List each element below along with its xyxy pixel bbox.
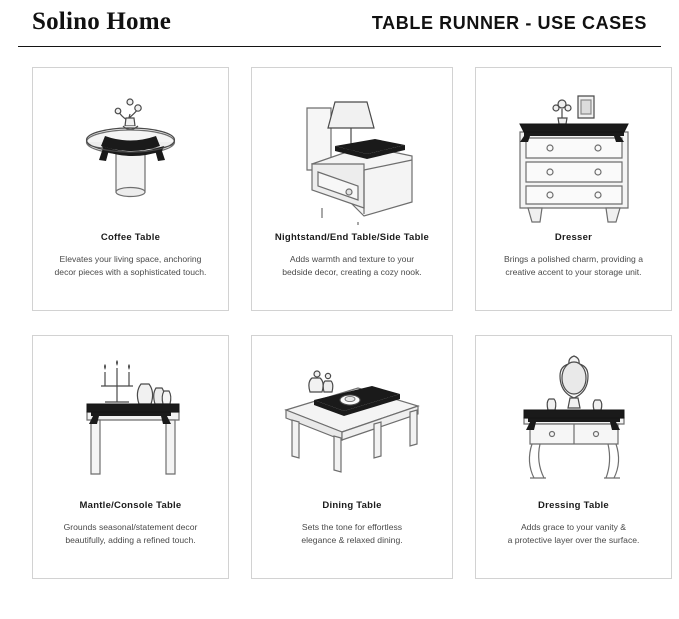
card-desc-line1: Sets the tone for effortless xyxy=(301,521,403,532)
card-title: Dining Table xyxy=(322,499,382,511)
card-desc-line2: bedside decor, creating a cozy nook. xyxy=(282,266,422,277)
card-title: Nightstand/End Table/Side Table xyxy=(274,231,430,243)
card-desc-line1: Elevates your living space, anchoring xyxy=(59,253,202,264)
card-title: Dressing Table xyxy=(538,499,609,511)
card-title: Dresser xyxy=(554,231,593,243)
use-case-card-console-table xyxy=(32,335,229,579)
page-title: TABLE RUNNER - USE CASES xyxy=(371,12,647,33)
card-desc-line2: beautifully, adding a refined touch. xyxy=(65,534,196,545)
card-desc-line2: creative accent to your storage unit. xyxy=(505,266,642,277)
dining-table-illustration xyxy=(262,346,442,496)
use-case-card-dressing-table xyxy=(475,335,672,579)
nightstand-illustration xyxy=(262,78,442,228)
card-title: Mantle/Console Table xyxy=(79,499,182,511)
card-description xyxy=(58,521,204,548)
page-header xyxy=(18,0,661,47)
use-case-card-nightstand xyxy=(251,67,453,311)
coffee-table-illustration xyxy=(43,78,218,228)
card-desc-line2: elegance & relaxed dining. xyxy=(301,534,403,545)
dressing-table-illustration xyxy=(486,346,661,496)
use-case-grid xyxy=(18,47,661,579)
card-description xyxy=(502,521,646,548)
card-desc-line1: Adds grace to your vanity & xyxy=(520,521,627,532)
card-desc-line1: Brings a polished charm, providing a xyxy=(503,253,643,264)
card-desc-line1: Grounds seasonal/statement decor xyxy=(63,521,198,532)
dresser-illustration xyxy=(486,78,661,228)
card-description xyxy=(498,253,649,280)
card-title: Coffee Table xyxy=(100,231,161,243)
card-desc-line1: Adds warmth and texture to your xyxy=(289,253,415,264)
use-case-card-dresser xyxy=(475,67,672,311)
use-case-card-coffee-table xyxy=(32,67,229,311)
card-desc-line2: decor pieces with a sophisticated touch. xyxy=(54,266,207,277)
card-description xyxy=(49,253,213,280)
console-table-illustration xyxy=(43,346,218,496)
use-case-card-dining-table xyxy=(251,335,453,579)
card-desc-line2: a protective layer over the surface. xyxy=(507,534,640,545)
card-description xyxy=(276,253,428,280)
card-description xyxy=(295,521,408,548)
brand-logo: Solino Home xyxy=(32,8,172,35)
